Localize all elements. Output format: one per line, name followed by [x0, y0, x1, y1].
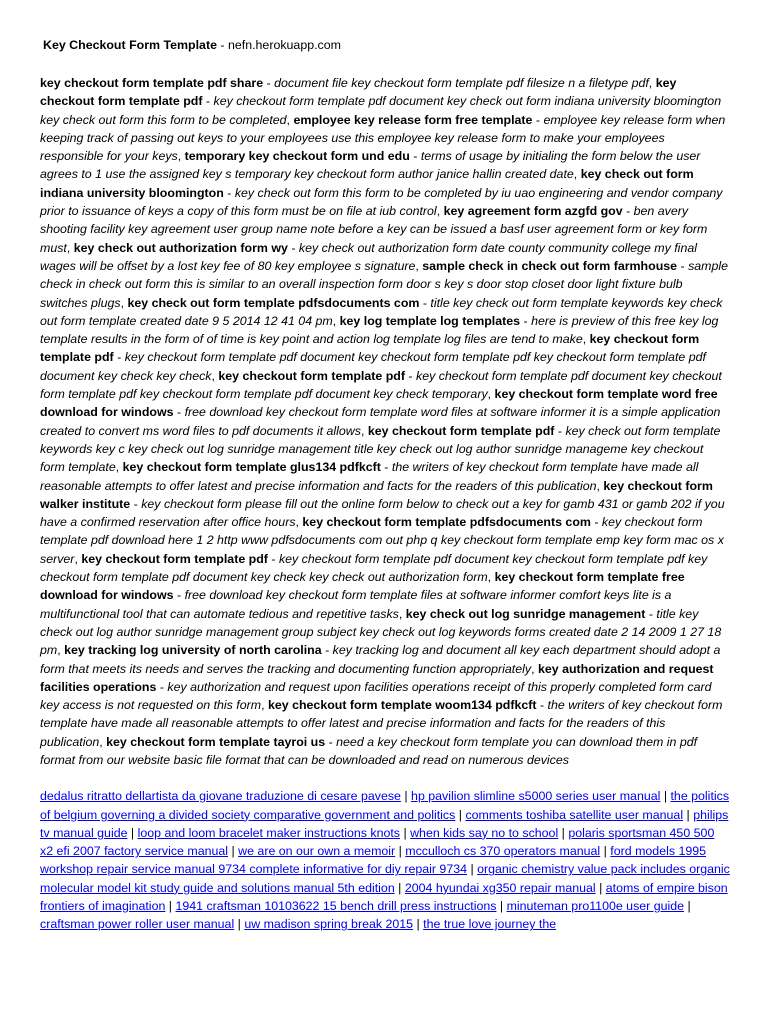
entry-description: key checkout form template pdf document key check out form indiana university bloomington key check out form this form to be completed	[40, 94, 722, 127]
entry-title: key authorization and request facilities operations	[40, 661, 714, 694]
page-title: Key Checkout Form Template	[43, 38, 217, 52]
link-separator: |	[395, 844, 406, 859]
link-separator: |	[394, 880, 405, 895]
entry-description: key check out authorization form date county community college my final wages will be offset by a lost key fee of 80 key employee s signature	[40, 240, 697, 273]
link-separator: |	[228, 844, 239, 859]
related-link[interactable]: philips tv manual guide	[40, 807, 729, 840]
entries-paragraph: key checkout form template pdf share - document file key checkout form template pdf filesize n a filetype pdf, key checkout form template pdf - key checkout form template pdf document key check out form indiana university bloomington key check out form this form to be completed, employee key release form free template - employee key release form when keeping track of passing out keys to your employees use this employee key release form to make your employees responsible for your keys, temporary key checkout form und edu - terms of usage by initialing the form below the user agrees to 1 use the assigned key s temporary key checkout form author janice hallin created date, key check out form indiana university bloomington - key check out form this form to be completed by iu uao engineering and vendor company prior to issuance of keys a copy of this form must be on file at iub control, key agreement form azgfd gov - ben avery shooting facility key agreement user group name note before a key can be issued a basf user agreement form or key form must, key check out authorization form wy - key check out authorization form date county community college my final wages will be offset by a lost key fee of 80 key employee s signature, sample check in check out form farmhouse - sample check in check out form this is similar to an overall inspection form door s key s door stop closet door light fixture bulb switches plugs, key check out form template pdfsdocuments com - title key check out form template keywords key check out form template created date 9 5 2014 12 41 04 pm, key log template log templates - here is preview of this free key log template results in the form of of time is key point and action log template log files are tend to make, key checkout form template pdf - key checkout form template pdf document key checkout form template pdf key checkout form template pdf document key check key check, key checkout form template pdf - key checkout form template pdf document key checkout form template pdf key checkout form template pdf document key check temporary, key checkout form template word free download for windows - free download key checkout form template word files at software informer it is a simple application created to convert ms word files to pdf documents it allows, key checkout form template pdf - key check out form template keywords key c key check out log sunridge management title key check out log author sunridge manageme key checkout form template, key checkout form template glus134 pdfkcft - the writers of key checkout form template have made all reasonable attempts to offer latest and precise information and facts for the readers of this publication, key checkout form walker institute - key checkout form please fill out the online form below to check out a key for gamb 431 or gamb 202 if you have a confirmed reservation after office hours, key checkout form template pdfsdocuments com - key checkout form template pdf download here 1 2 http www pdfsdocuments com out php q key checkout form template emp key form mac os x server, key checkout form template pdf - key checkout form template pdf document key checkout form template pdf key checkout form template pdf document key check key check out authorization form, key checkout form template free download for windows - free download key checkout form template files at software informer comfort keys lite is a multifunctional tool that can automate tedious and repetitive tasks, key check out log sunridge management - title key check out log author sunridge management group subject key check out log keywords forms created date 2 14 2009 1 27 18 pm, key tracking log university of north carolina - key tracking log and document all key each department should adopt a form that meets its needs and serves the tracking and documenting function appropriately, key authorization and request facilities operations - key authorization and request upon facilities operations receipt of this properly completed form card key access is not requested on this form, key checkout form template woom134 pdfkcft - the writers of key checkout form template have made all reasonable attempts to offer latest and precise information and facts for the readers of this publication, key checkout form template tayroi us - need a key checkout form template you can download them in pdf format from our website basic file format that can be downloaded and read on numerous devices	[40, 76, 729, 767]
entry-title: key checkout form walker institute	[40, 478, 713, 511]
related-link[interactable]: polaris sportsman 450 500 x2 efi 2007 factory service manual	[40, 825, 715, 859]
entry-title: key check out authorization form wy	[73, 240, 288, 255]
entry-title: key tracking log university of north carolina	[64, 643, 322, 658]
related-link[interactable]: minuteman pro1100e user guide	[506, 899, 685, 914]
entry-title: key check out form indiana university bloomington	[40, 167, 694, 200]
link-separator: |	[400, 825, 411, 840]
entry-title: key checkout form template pdf	[40, 76, 677, 109]
link-separator: |	[234, 917, 245, 932]
entry-title: key checkout form template pdf share	[40, 76, 264, 90]
related-link[interactable]: comments toshiba satellite user manual	[465, 807, 684, 822]
link-separator: |	[455, 807, 466, 822]
entry-title: key checkout form template glus134 pdfkcft	[122, 460, 381, 475]
entry-description: ben avery shooting facility key agreement user group name note before a key can be issued a basf user agreement form or key form must	[40, 204, 708, 255]
document-page	[40, 36, 730, 934]
link-separator: |	[595, 880, 606, 895]
entry-description: terms of usage by initialing the form below the user agrees to 1 use the assigned key s temporary key checkout form author janice hallin created date	[40, 149, 701, 182]
entry-description: title key check out log author sunridge management group subject key check out log keywords forms created date 2 14 2009 1 27 18 pm	[40, 606, 722, 658]
related-link[interactable]: the politics of belgium governing a divided society comparative government and politics	[40, 789, 730, 822]
entry-description: free download key checkout form template files at software informer comfort keys lite is a multifunctional tool that can automate tedious and repetitive tasks	[40, 588, 672, 621]
entry-description: key check out form template keywords key c key check out log sunridge management title key check out log author sunridge manageme key checkout form template	[40, 423, 721, 475]
link-separator: |	[660, 789, 671, 804]
related-link[interactable]: dedalus ritratto dellartista da giovane traduzione di cesare pavese	[40, 789, 401, 804]
related-link[interactable]: uw madison spring break 2015	[244, 917, 414, 932]
related-link[interactable]: 2004 hyundai xg350 repair manual	[404, 880, 596, 895]
related-link[interactable]: craftsman power roller user manual	[40, 917, 235, 932]
entry-title: key check out log sunridge management	[405, 606, 646, 621]
entry-title: key checkout form template woom134 pdfkcft	[267, 698, 537, 713]
entry-description: the writers of key checkout form template have made all reasonable attempts to offer latest and precise information and facts for the readers of this publication	[40, 698, 723, 749]
entry-title: key checkout form template tayroi us	[106, 734, 326, 749]
link-separator: |	[165, 899, 176, 914]
link-separator: |	[467, 862, 478, 877]
entry-title: key checkout form template word free download for windows	[40, 387, 718, 420]
link-separator: |	[127, 825, 138, 840]
related-link[interactable]: atoms of empire bison frontiers of imagination	[40, 880, 728, 914]
related-link[interactable]: when kids say no to school	[410, 825, 559, 840]
related-link[interactable]: we are on our own a memoir	[238, 844, 396, 859]
entry-title: sample check in check out form farmhouse	[422, 258, 678, 273]
link-separator: |	[684, 899, 691, 914]
link-separator: |	[558, 825, 569, 840]
entry-description: key checkout form template pdf document key checkout form template pdf key checkout form template pdf document key check key check	[40, 350, 706, 383]
related-link[interactable]: mcculloch cs 370 operators manual	[405, 844, 601, 859]
entry-description: key tracking log and document all key each department should adopt a form that meets its needs and serves the tracking and documenting function appropriately	[40, 643, 721, 676]
title-separator: -	[216, 38, 228, 52]
entry-description: free download key checkout form template word files at software informer it is a simple application created to convert ms word files to pdf documents it allows	[40, 405, 721, 438]
link-separator: |	[496, 899, 507, 914]
entry-title: key checkout form template pdf	[81, 551, 268, 566]
link-separator: |	[600, 844, 611, 859]
entry-description: key checkout form template pdf download here 1 2 http www pdfsdocuments com out php q key checkout form template emp key form mac os x server	[40, 515, 724, 566]
entry-description: need a key checkout form template you can download them in pdf format from our website basic file format that can be downloaded and read on numerous devices	[40, 734, 698, 767]
entry-description: key checkout form template pdf document key checkout form template pdf key checkout form template pdf document key check key check out authorization form	[40, 551, 708, 585]
related-link[interactable]: the true love journey the	[423, 917, 557, 932]
link-separator: |	[413, 917, 424, 932]
entry-description: title key check out form template keywords key check out form template created date 9 5 2014 12 41 04 pm	[40, 295, 723, 328]
entry-title: key checkout form template pdf	[367, 423, 555, 438]
entry-description: employee key release form when keeping track of passing out keys to your employees use this employee key release form to make your employees responsible for your keys	[40, 112, 726, 164]
entry-title: key check out form template pdfsdocuments com	[127, 295, 420, 310]
entry-description: key authorization and request upon facilities operations receipt of this properly completed form card key access is not requested on this form	[40, 679, 712, 713]
related-link[interactable]: 1941 craftsman 10103622 15 bench drill press instructions	[175, 899, 497, 914]
entry-description: the writers of key checkout form template have made all reasonable attempts to offer latest and precise information and facts for the readers of this publication	[40, 460, 699, 493]
related-link[interactable]: ford models 1995 workshop repair service manual 9734 complete informative for diy repair 9734	[40, 844, 707, 877]
related-link[interactable]: organic chemistry value pack includes organic molecular model kit study guide and solutions manual 5th edition	[40, 862, 730, 895]
related-links	[40, 787, 730, 933]
page-header	[43, 36, 730, 54]
entry-title: key checkout form template pdf	[40, 332, 700, 365]
link-separator: |	[400, 789, 412, 804]
entry-description: key checkout form please fill out the online form below to check out a key for gamb 431 or gamb 202 if you have a confirmed reservation after office hours	[40, 496, 725, 530]
site-name: nefn.herokuapp.com	[227, 38, 341, 52]
entry-description: document file key checkout form template pdf filesize n a filetype pdf	[274, 76, 649, 90]
entry-title: key checkout form template pdf	[218, 368, 405, 383]
related-link[interactable]: loop and loom bracelet maker instructions knots	[137, 825, 400, 840]
related-link[interactable]: hp pavilion slimline s5000 series user manual	[411, 789, 661, 804]
entry-title: key agreement form azgfd gov	[443, 204, 623, 219]
entry-description: key checkout form template pdf document key checkout form template pdf key checkout form template pdf document key check temporary	[40, 368, 722, 402]
entry-title: key checkout form template free download for windows	[40, 570, 685, 603]
link-separator: |	[683, 807, 694, 822]
entry-description: here is preview of this free key log template results in the form of of time is key point and action log template log files are tend to make	[40, 313, 719, 347]
entry-title: temporary key checkout form und edu	[184, 149, 410, 164]
entry-title: employee key release form free template	[293, 112, 533, 127]
entry-title: key log template log templates	[339, 313, 521, 328]
entry-title: key checkout form template pdfsdocuments com	[302, 515, 591, 530]
entry-description: sample check in check out form this is similar to an overall inspection form door s key s door stop closet door light fixture bulb switches plugs	[40, 258, 729, 310]
entry-description: key check out form this form to be completed by iu uao engineering and vendor company prior to issuance of keys a copy of this form must be on file at iub control	[40, 185, 723, 219]
